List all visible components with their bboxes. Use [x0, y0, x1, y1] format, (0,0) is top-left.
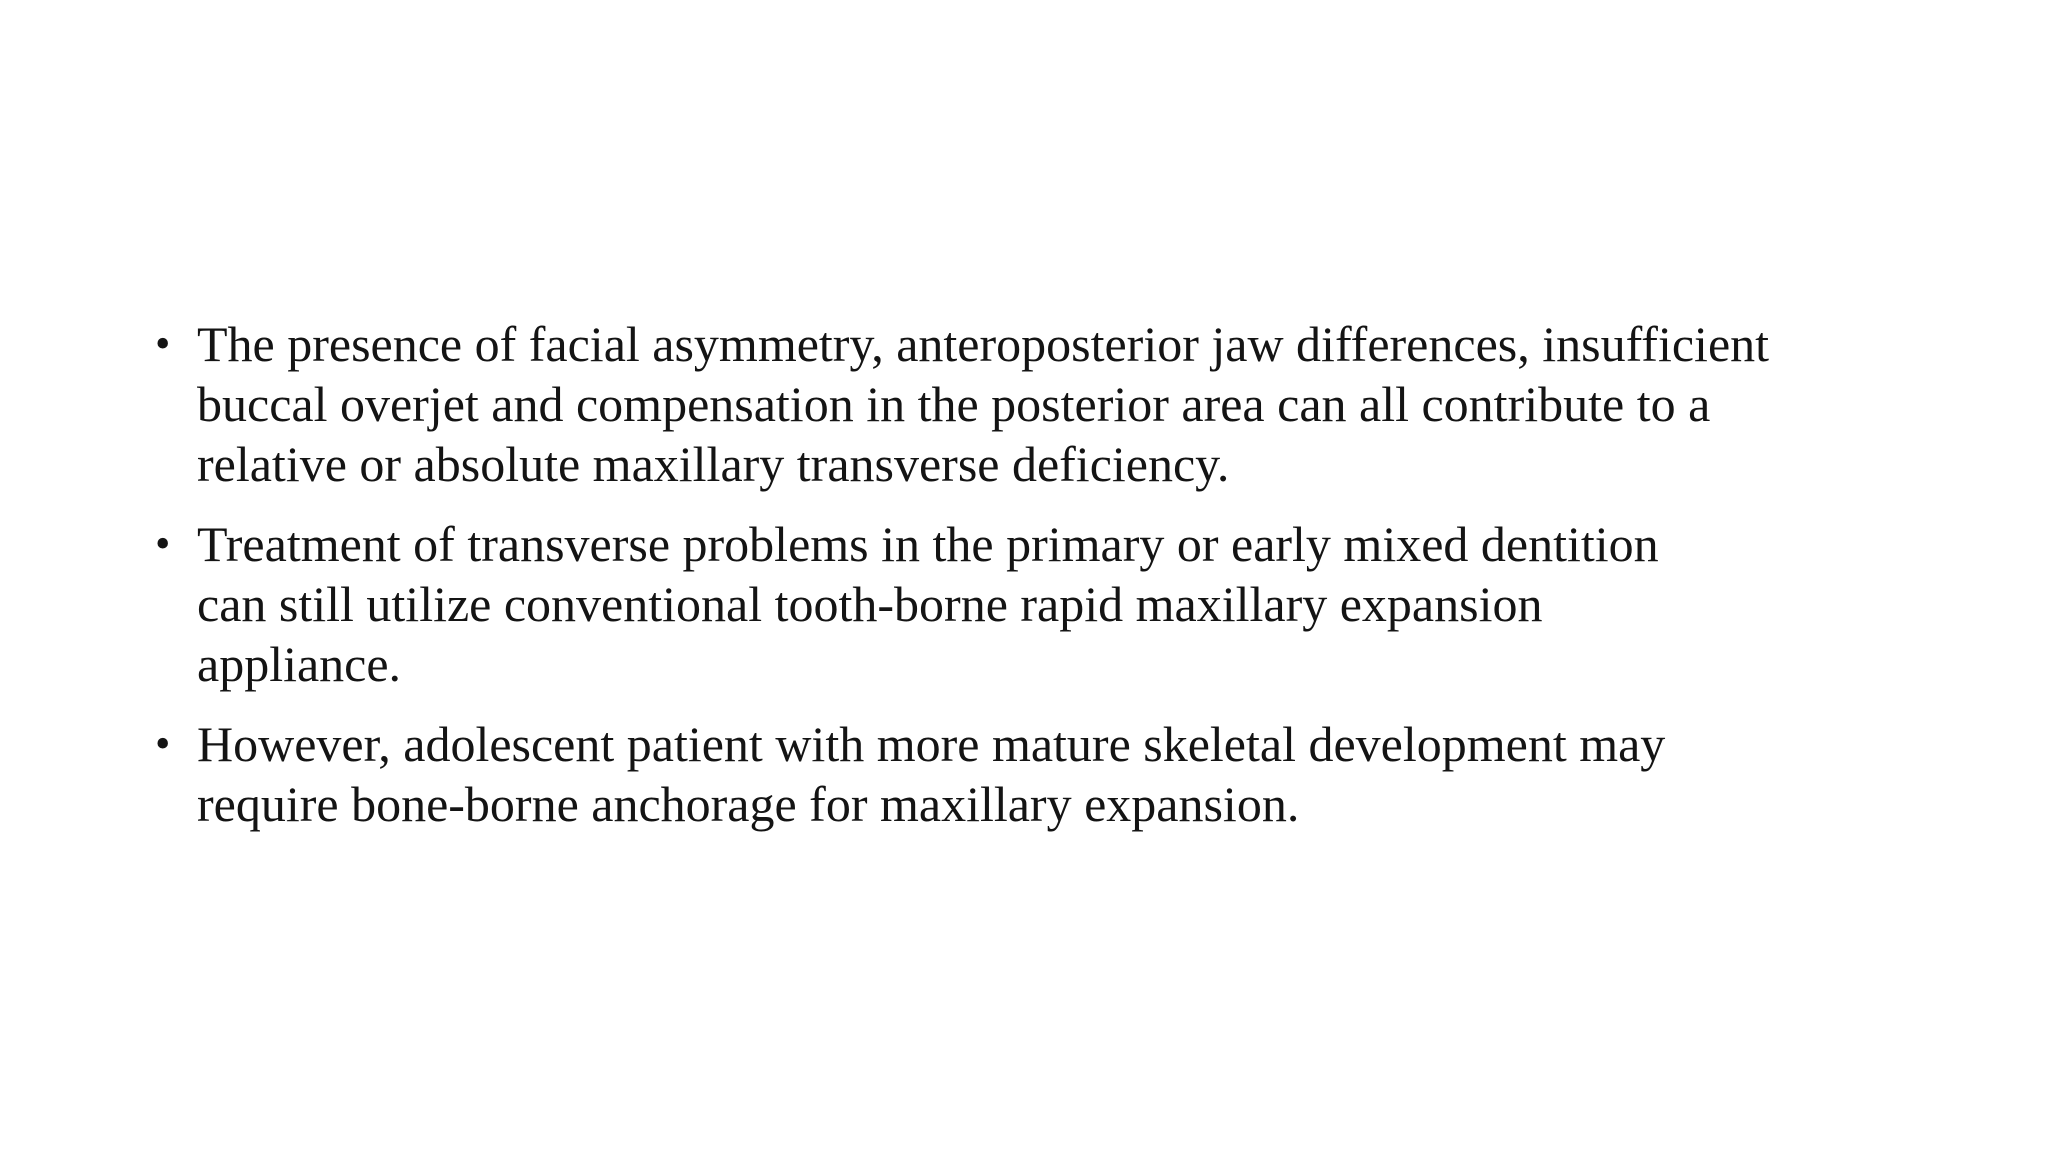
bullet-item-2 — [155, 514, 1985, 694]
bullet-item-3 — [155, 714, 1985, 834]
bullet-text-2-line-3: appliance. — [197, 636, 402, 692]
bullet-text-1-line-2: buccal overjet and compensation in the posterior area can all contribute to a — [197, 376, 1711, 432]
bullet-text-2-line-2: can still utilize conventional tooth-borne rapid maxillary expansion — [197, 576, 1543, 632]
bullet-text-1-line-3: relative or absolute maxillary transverse deficiency. — [197, 436, 1230, 492]
bullet-text-1-line-1: The presence of facial asymmetry, anteroposterior jaw differences, insufficient — [197, 316, 1770, 372]
bullet-dot-icon: • — [155, 519, 171, 568]
bullet-text-3-line-2: require bone-borne anchorage for maxillary expansion. — [197, 776, 1300, 832]
bullet-list — [155, 314, 1985, 854]
bullet-text-2-line-1: Treatment of transverse problems in the primary or early mixed dentition — [197, 516, 1659, 572]
bullet-dot-icon: • — [155, 719, 171, 768]
bullet-text-3-line-1: However, adolescent patient with more mature skeletal development may — [197, 716, 1666, 772]
bullet-dot-icon: • — [155, 319, 171, 368]
bullet-item-1 — [155, 314, 1985, 494]
